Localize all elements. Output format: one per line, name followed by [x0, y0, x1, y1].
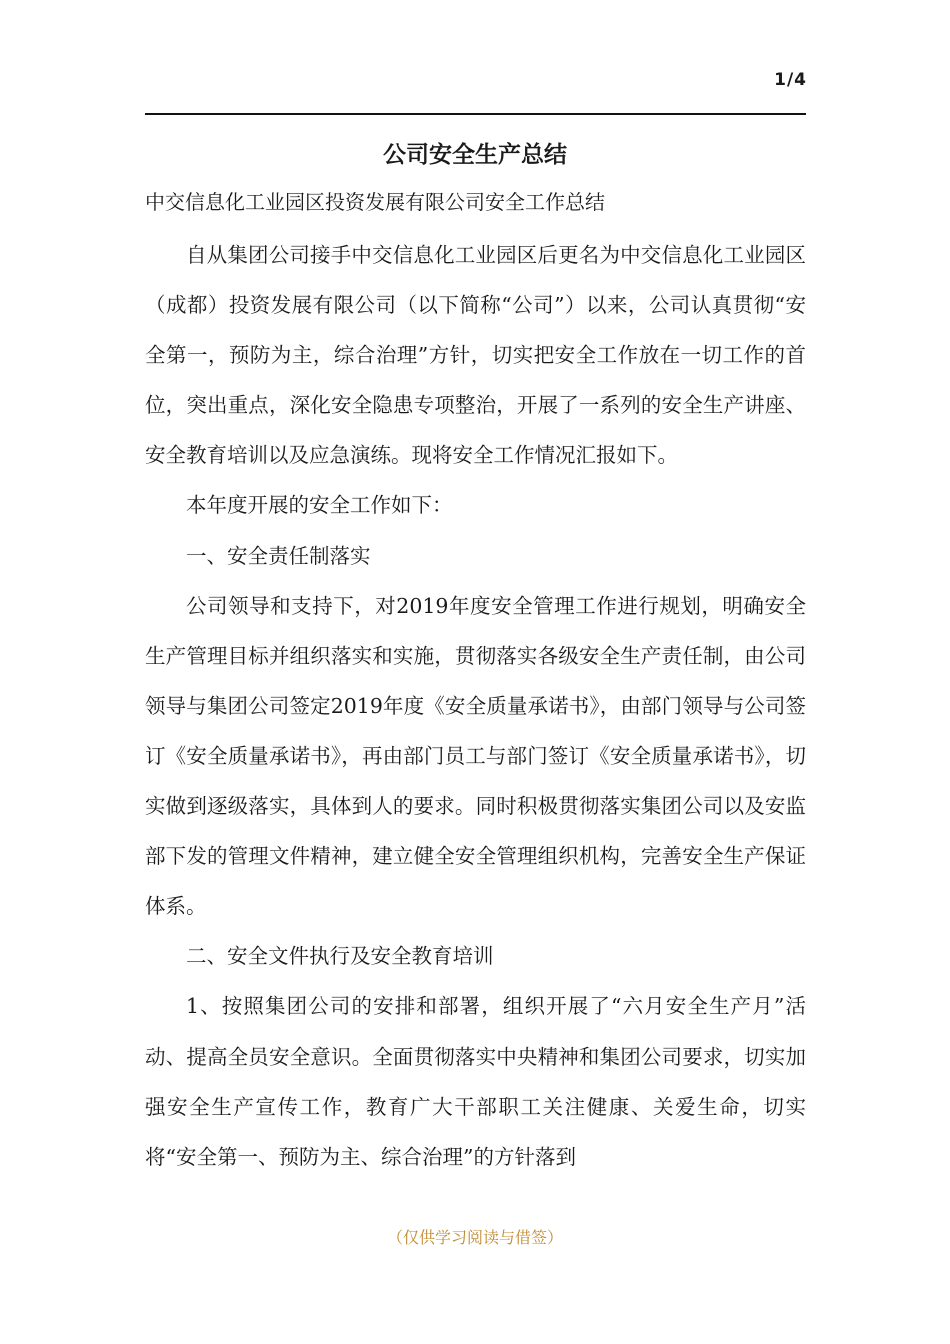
document-subtitle: 中交信息化工业园区投资发展有限公司安全工作总结	[145, 190, 605, 214]
paragraph-responsibility: 公司领导和支持下，对2019年度安全管理工作进行规划，明确安全生产管理目标并组织落实和实施，贯彻落实各级安全生产责任制，由公司领导与集团公司签定2019年度《安全质量承诺书》，由部门领导与公司签订《安全质量承诺书》，再由部门员工与部门签订《安全质量承诺书》，切实做到逐级落实，具体到人的要求。同时积极贯彻落实集团公司以及安监部下发的管理文件精神，建立健全安全管理组织机构，完善安全生产保证体系。	[145, 593, 806, 919]
paragraph-work-overview: 本年度开展的安全工作如下：	[186, 493, 453, 518]
page-number: 1/4	[774, 70, 807, 90]
section-heading-1: 一、安全责任制落实	[186, 543, 371, 568]
document-body	[145, 230, 806, 1182]
document-title: 公司安全生产总结	[383, 141, 567, 168]
section-heading-2: 二、安全文件执行及安全教育培训	[186, 944, 494, 969]
header-rule	[145, 113, 806, 115]
paragraph-intro: 自从集团公司接手中交信息化工业园区后更名为中交信息化工业园区（成都）投资发展有限公司（以下简称“公司”）以来，公司认真贯彻“安全第一，预防为主，综合治理”方针，切实把安全工作放在一切工作的首位，突出重点，深化安全隐患专项整治，开展了一系列的安全生产讲座、安全教育培训以及应急演练。现将安全工作情况汇报如下。	[145, 243, 806, 468]
paragraph-training: 1、按照集团公司的安排和部署，组织开展了“六月安全生产月”活动、提高全员安全意识。全面贯彻落实中央精神和集团公司要求，切实加强安全生产宣传工作，教育广大干部职工关注健康、关爱生命，切实将“安全第一、预防为主、综合治理”的方针落到	[145, 994, 806, 1169]
footer-watermark: （仅供学习阅读与借签）	[386, 1228, 563, 1247]
